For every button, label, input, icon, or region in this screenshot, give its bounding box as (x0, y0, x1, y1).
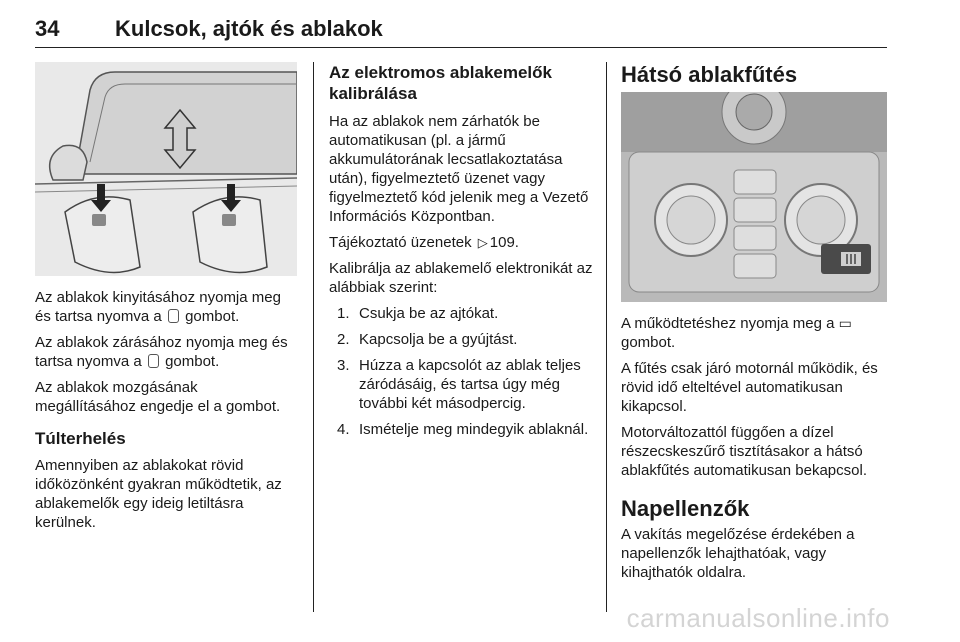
rear-window-heater-icon: ▭ (838, 315, 852, 331)
column-left (35, 62, 297, 539)
list-item (337, 330, 593, 349)
heading-sun-visors: Napellenzők (621, 496, 750, 521)
window-key-drawing (35, 62, 297, 276)
text-overload: Amennyiben az ablakokat rövid időközönként gyakran működtetik, az ablakemelők egy ideig letiltásra kerülnek. (35, 457, 282, 531)
step-number: 1. (337, 305, 350, 322)
text-stop-windows: Az ablakok mozgásának megállításához engedje el a gombot. (35, 379, 281, 415)
heading-overload: Túlterhelés (35, 429, 126, 448)
text-close-windows: Az ablakok zárásához nyomja meg és tartsa nyomva a (35, 334, 288, 370)
step-number: 2. (337, 331, 350, 348)
step-text: Kapcsolja be a gyújtást. (359, 331, 518, 348)
text-calibration-intro: Ha az ablakok nem zárhatók be automatikusan (pl. a jármű akkumulátorának lecsatlakoztatása után), figyelmeztető üzenet vagy figyelmeztető kód jelenik meg a Vezető Információs Központban. (329, 113, 589, 225)
text-sun-visors: A vakítás megelőzése érdekében a napellenzők lehajthatóak, vagy kihajthatók oldalra. (621, 526, 855, 581)
climate-panel-illustration (621, 92, 887, 302)
list-item (337, 304, 593, 323)
calibration-steps (337, 304, 593, 439)
step-number: 4. (337, 421, 350, 438)
text-calibrate-steps-intro: Kalibrálja az ablakemelő elektronikát az alábbiak szerint: (329, 260, 593, 296)
column-right (621, 62, 887, 589)
list-item (337, 356, 593, 413)
page-title: Kulcsok, ajtók és ablakok (115, 16, 383, 41)
step-text: Húzza a kapcsolót az ablak teljes záródásáig, és tartsa úgy még további két másodpercig. (359, 357, 581, 412)
text-open-windows: Az ablakok kinyitásához nyomja meg és tartsa nyomva a (35, 289, 281, 325)
column-divider (313, 62, 314, 612)
list-item (337, 420, 593, 439)
page-reference-icon: ▷ (477, 235, 488, 250)
lock-icon (148, 354, 159, 368)
watermark: carmanualsonline.info (626, 603, 890, 633)
page-header (35, 12, 887, 48)
page-number: 34 (35, 16, 60, 41)
text-dpf-cleaning: Motorváltozattól függően a dízel részecskeszűrő tisztításakor a hátsó ablakfűtés automatikusan bekapcsol. (621, 424, 867, 479)
text-operate-end: gombot. (621, 334, 676, 351)
climate-panel-drawing (621, 92, 887, 302)
text-heating-engine: A fűtés csak járó motornál működik, és rövid idő elteltével automatikusan kikapcsol. (621, 360, 878, 415)
column-middle (329, 62, 593, 446)
text-close-windows-end: gombot. (165, 353, 220, 370)
unlock-icon (168, 309, 179, 323)
text-info-messages: Tájékoztató üzenetek (329, 234, 472, 251)
step-text: Ismételje meg mindegyik ablaknál. (359, 421, 589, 438)
heading-calibration: Az elektromos ablakemelők kalibrálása (329, 63, 552, 103)
window-key-illustration (35, 62, 297, 276)
column-divider (606, 62, 607, 612)
step-text: Csukja be az ajtókat. (359, 305, 499, 322)
step-number: 3. (337, 357, 350, 374)
text-info-messages-ref[interactable]: 109. (489, 234, 519, 251)
heading-rear-window-heating: Hátsó ablakfűtés (621, 62, 798, 87)
text-open-windows-end: gombot. (185, 308, 240, 325)
text-operate: A működtetéshez nyomja meg a (621, 315, 835, 332)
